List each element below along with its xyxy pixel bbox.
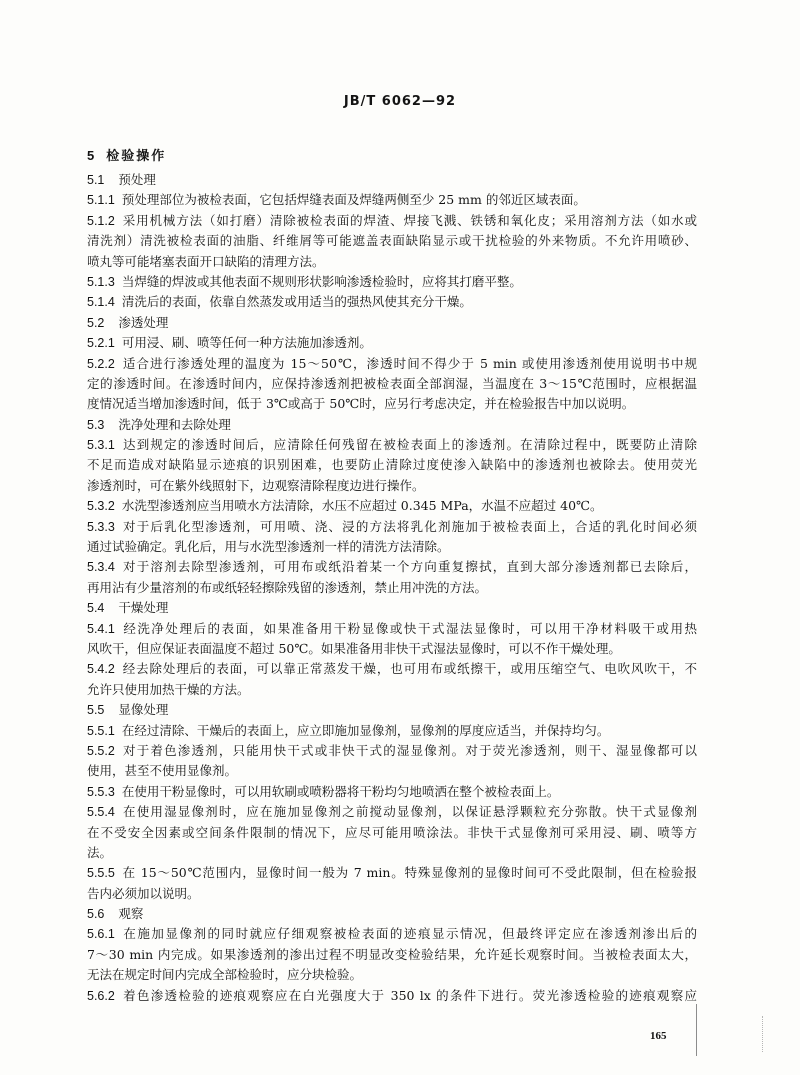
subsection-title: 渗透处理 — [118, 314, 169, 330]
clause — [87, 517, 697, 558]
clause-number: 5.5.3 — [87, 784, 115, 799]
clause-line — [87, 272, 697, 292]
clause — [87, 354, 697, 415]
subsection-number: 5.2 — [87, 315, 105, 330]
clause — [87, 802, 697, 863]
clause-line — [87, 965, 697, 985]
subsection-number: 5.3 — [87, 417, 105, 432]
subsection-number: 5.4 — [87, 601, 105, 616]
clause-text: 达到规定的渗透时间后，应清除任何残留在被检表面上的渗透剂。在清除过程中，既要防止清除 — [121, 437, 697, 453]
clause-line — [87, 924, 697, 944]
clause-number: 5.1.2 — [87, 213, 115, 228]
clause-text: 对于后乳化型渗透剂，可用喷、浇、浸的方法将乳化剂施加于被检表面上，合适的乳化时间必须 — [121, 518, 697, 534]
clause-number: 5.1.1 — [87, 193, 115, 208]
scan-edge-mark — [696, 1004, 697, 1056]
clause — [87, 333, 697, 353]
clause-line — [87, 394, 697, 414]
subsection-heading — [87, 415, 697, 435]
clause-number: 5.1.3 — [87, 274, 115, 289]
clause-line — [87, 823, 697, 843]
clause-line — [87, 802, 697, 822]
clause-text: 定的渗透时间。在渗透时间内，应保持渗透剂把被检表面全部润湿，当温度在 3～15℃范围时，应根据温 — [87, 375, 697, 391]
subsection-heading — [87, 598, 697, 618]
clause — [87, 557, 697, 598]
clause-number: 5.5.4 — [87, 805, 115, 820]
clause-line — [87, 578, 697, 598]
clause — [87, 924, 697, 985]
clause-text: 清洗后的表面，依靠自然蒸发或用适当的强热风使其充分干燥。 — [121, 294, 472, 310]
clause-text: 采用机械方法（如打磨）清除被检表面的焊渣、焊接飞溅、铁锈和氧化皮；采用溶剂方法（如水或 — [121, 212, 697, 228]
clause-line — [87, 761, 697, 781]
clause-number: 5.1.4 — [87, 295, 115, 310]
subsection-title: 观察 — [118, 906, 144, 922]
clause — [87, 190, 697, 210]
clause-text: 经洗净处理后的表面，如果准备用干粉显像或快干式湿法显像时，可以用干净材料吸干或用热 — [121, 620, 697, 636]
clause-text: 清洗剂）清洗被检表面的油脂、纤维屑等可能遮盖表面缺陷显示或干扰检验的外来物质。不允许用喷砂、 — [87, 233, 697, 249]
clause-text: 通过试验确定。乳化后，用与水洗型渗透剂一样的清洗方法清除。 — [87, 539, 450, 555]
clause — [87, 272, 697, 292]
clause-text: 喷丸等可能堵塞表面开口缺陷的清理方法。 — [87, 253, 325, 269]
subsection-heading — [87, 170, 697, 190]
clause-text: 无法在规定时间内完成全部检验时，应分块检验。 — [87, 967, 363, 983]
clause-line — [87, 374, 697, 394]
clause-line — [87, 496, 697, 516]
clause-number: 5.3.1 — [87, 438, 115, 453]
clause-text: 经去除处理后的表面，可以靠正常蒸发干燥，也可用布或纸擦干，或用压缩空气、电吹风吹干，不 — [121, 661, 697, 677]
clause-line — [87, 680, 697, 700]
clause-line — [87, 292, 697, 312]
clause-text: 在经过清除、干燥后的表面上，应立即施加显像剂，显像剂的厚度应适当，并保持均匀。 — [121, 722, 610, 738]
subsection-number: 5.6 — [87, 907, 105, 922]
clause-line — [87, 619, 697, 639]
clause-text: 着色渗透检验的迹痕观察应在白光强度大于 350 lx 的条件下进行。荧光渗透检验的迹痕观察应 — [121, 987, 697, 1003]
clause-text: 使用，甚至不使用显像剂。 — [87, 763, 238, 779]
clause-text: 再用沾有少量溶剂的布或纸轻轻擦除残留的渗透剂，禁止用冲洗的方法。 — [87, 579, 488, 595]
clause — [87, 211, 697, 272]
page-number: 165 — [650, 1030, 667, 1042]
clause-line — [87, 476, 697, 496]
standard-code-header: JB/T 6062—92 — [343, 94, 457, 109]
clause-text: 在施加显像剂的同时就应仔细观察被检表面的迹痕显示情况，但最终评定应在渗透剂渗出后的 — [121, 926, 697, 942]
clause-number: 5.3.3 — [87, 519, 115, 534]
clause-line — [87, 190, 697, 210]
clause — [87, 782, 697, 802]
clause-list — [87, 170, 697, 1006]
clause-line — [87, 455, 697, 475]
subsection-title: 干燥处理 — [118, 600, 169, 616]
clause-text: 渗透剂时，可在紫外线照射下，边观察清除程度边进行操作。 — [87, 477, 425, 493]
clause-text: 在不受安全因素或空间条件限制的情况下，应尽可能用喷涂法。非快干式显像剂可采用浸、刷、喷等方 — [87, 824, 697, 840]
clause — [87, 721, 697, 741]
clause-text: 在 15～50℃范围内，显像时间一般为 7 min。特殊显像剂的显像时间可不受此限制，但在检验报 — [121, 865, 697, 881]
subsection-title: 预处理 — [118, 172, 156, 187]
subsection-heading — [87, 313, 697, 333]
clause-text: 预处理部位为被检表面，它包括焊缝表面及焊缝两侧至少 25 mm 的邻近区域表面。 — [121, 192, 586, 208]
clause-text: 不足而造成对缺陷显示迹痕的识别困难，也要防止清除过度使渗入缺陷中的渗透剂也被除去。使用荧光 — [87, 457, 697, 473]
clause-text: 在使用湿显像剂时，应在施加显像剂之前搅动显像剂，以保证悬浮颗粒充分弥散。快干式显像剂 — [121, 804, 697, 820]
subsection-title: 显像处理 — [118, 702, 169, 718]
clause-text: 对于溶剂去除型渗透剂，可用布或纸沿着某一个方向重复擦拭，直到大部分渗透剂都已去除后， — [121, 559, 697, 575]
clause-line — [87, 211, 697, 231]
clause-text: 在使用干粉显像时，可以用软刷或喷粉器将干粉均匀地喷洒在整个被检表面上。 — [121, 783, 560, 799]
clause — [87, 863, 697, 904]
clause-text: 可用浸、刷、喷等任何一种方法施加渗透剂。 — [121, 335, 372, 351]
clause-number: 5.6.2 — [87, 988, 115, 1003]
clause-line — [87, 639, 697, 659]
clause-line — [87, 741, 697, 761]
subsection-number: 5.1 — [87, 173, 105, 187]
clause — [87, 435, 697, 496]
clause-text: 7～30 min 内完成。如果渗透剂的渗出过程不明显改变检验结果，允许延长观察时间。当被检表面太大， — [87, 946, 697, 962]
clause-number: 5.5.5 — [87, 866, 115, 881]
clause — [87, 659, 697, 700]
subsection-number: 5.5 — [87, 703, 105, 718]
clause-line — [87, 782, 697, 802]
clause-line — [87, 721, 697, 741]
subsection-heading — [87, 700, 697, 720]
clause-line — [87, 986, 697, 1006]
section-title: 检验操作 — [106, 149, 167, 164]
clause-line — [87, 333, 697, 353]
clause-number: 5.5.2 — [87, 743, 115, 758]
clause — [87, 292, 697, 312]
clause-text: 水洗型渗透剂应当用喷水方法清除，水压不应超过 0.345 MPa，水温不应超过 40℃。 — [121, 498, 603, 514]
clause — [87, 619, 697, 660]
subsection-title: 洗净处理和去除处理 — [118, 416, 231, 432]
clause-text: 适合进行渗透处理的温度为 15～50℃，渗透时间不得少于 5 min 或使用渗透剂使用说明书中规 — [121, 355, 697, 371]
clause-text: 允许只使用加热干燥的方法。 — [87, 681, 250, 697]
clause-text: 度情况适当增加渗透时间，低于 3℃或高于 50℃时，应另行考虑决定，并在检验报告中加以说明。 — [87, 396, 635, 412]
section-number: 5 — [87, 148, 95, 163]
clause — [87, 986, 697, 1006]
clause-line — [87, 863, 697, 883]
clause-line — [87, 884, 697, 904]
clause-text: 对于着色渗透剂，只能用快干式或非快干式的湿显像剂。对于荧光渗透剂，则干、湿显像都可以 — [121, 742, 697, 758]
clause-line — [87, 537, 697, 557]
clause-number: 5.2.1 — [87, 336, 115, 351]
subsection-heading — [87, 904, 697, 924]
clause-line — [87, 945, 697, 965]
clause-line — [87, 557, 697, 577]
clause-line — [87, 231, 697, 251]
clause-line — [87, 517, 697, 537]
clause-line — [87, 659, 697, 679]
clause-number: 5.5.1 — [87, 723, 115, 738]
clause-line — [87, 435, 697, 455]
clause-text: 告内必须加以说明。 — [87, 885, 200, 901]
clause-text: 当焊缝的焊波或其他表面不规则形状影响渗透检验时，应将其打磨平整。 — [121, 273, 522, 289]
section-heading — [87, 146, 166, 166]
clause — [87, 496, 697, 516]
clause-number: 5.6.1 — [87, 927, 115, 942]
clause-number: 5.3.2 — [87, 499, 115, 514]
clause-number: 5.3.4 — [87, 560, 115, 575]
clause-line — [87, 252, 697, 272]
clause-number: 5.4.1 — [87, 621, 115, 636]
clause-number: 5.4.2 — [87, 662, 115, 677]
clause-number: 5.2.2 — [87, 356, 115, 371]
clause-text: 法。 — [87, 844, 113, 860]
scan-speck — [762, 1016, 764, 1052]
clause-line — [87, 843, 697, 863]
clause-line — [87, 354, 697, 374]
clause-text: 风吹干，但应保证表面温度不超过 50℃。如果准备用非快干式湿法显像时，可以不作干燥处理。 — [87, 640, 621, 656]
clause — [87, 741, 697, 782]
